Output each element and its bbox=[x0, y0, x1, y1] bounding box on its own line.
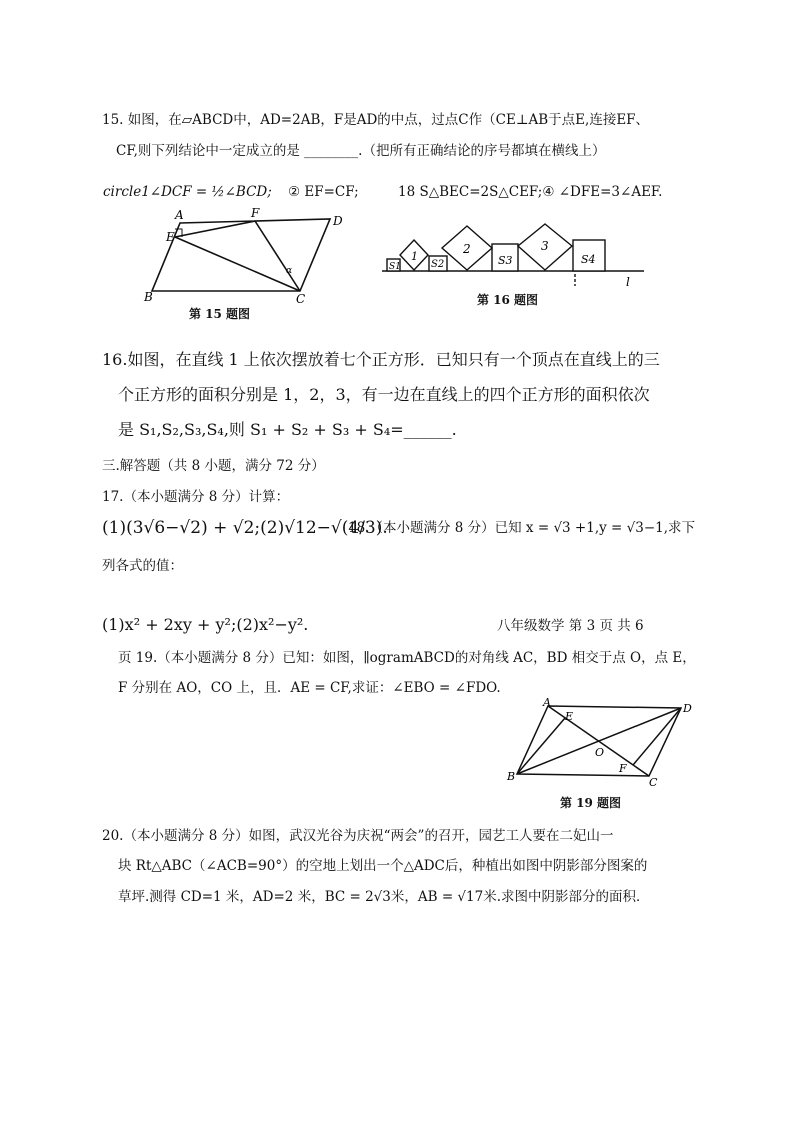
q17-expression: (1)(3√6−√2) + √2;(2)√12−√(4/3). bbox=[102, 518, 388, 538]
fig19-label-b: B bbox=[507, 770, 516, 783]
q20-line2: 块 Rt△ABC（∠ACB=90°）的空地上划出一个△ADC后，种植出如图中阴影部分图案的 bbox=[118, 858, 648, 874]
fig16-label-s1: S1 bbox=[389, 262, 401, 272]
fig19-label-a: A bbox=[543, 696, 551, 709]
q15-line2: CF,则下列结论中一定成立的是 ________.（把所有正确结论的序号都填在横线上） bbox=[116, 143, 606, 159]
fig19-label-d: D bbox=[683, 702, 692, 715]
fig15-parallelogram bbox=[152, 219, 330, 291]
page-footer: 八年级数学 第 3 页 共 6 bbox=[497, 618, 644, 634]
q15-option-3-4: 18 S△BEC=2S△CEF;④ ∠DFE=3∠AEF. bbox=[398, 184, 663, 200]
fig16-label-sq3: 3 bbox=[541, 239, 549, 253]
fig16-label-sq1: 1 bbox=[411, 250, 418, 263]
fig15-label-b: B bbox=[144, 290, 153, 304]
q20-line3: 草坪.测得 CD=1 米，AD=2 米，BC = 2√3米，AB = √17米.求图中阴影部分的面积． bbox=[118, 889, 650, 905]
q16-line2: 个正方形的面积分别是 1，2，3，有一边在直线上的四个正方形的面积依次 bbox=[118, 385, 650, 404]
fig19-line-be bbox=[517, 718, 565, 774]
figure-16 bbox=[382, 222, 652, 288]
fig19-line-df bbox=[633, 708, 681, 765]
fig15-label-angle: α bbox=[286, 266, 293, 276]
fig19-label-e: E bbox=[565, 710, 574, 723]
fig16-label-sq2: 2 bbox=[463, 242, 471, 256]
figure-19 bbox=[505, 696, 705, 790]
q15-option-1: circle1∠DCF = ½∠BCD; bbox=[103, 184, 272, 200]
q15-line1: 15. 如图，在▱ABCD中，AD=2AB，F是AD的中点，过点C作（CE⊥AB于点E,连接EF、 bbox=[102, 112, 650, 128]
q17-heading: 17.（本小题满分 8 分）计算： bbox=[102, 489, 290, 505]
fig15-label-e: E bbox=[166, 230, 175, 244]
figure-16-caption: 第 16 题图 bbox=[477, 293, 539, 307]
q19-line1: 页 19.（本小题满分 8 分）已知：如图，∥ogramABCD的对角线 AC，BD 相交于点 O，点 E， bbox=[118, 650, 696, 666]
figure-15 bbox=[140, 205, 350, 305]
figure-19-caption: 第 19 题图 bbox=[560, 796, 622, 810]
q20-line1: 20.（本小题满分 8 分）如图，武汉光谷为庆祝“两会”的召开，园艺工人要在二妃山一 bbox=[102, 828, 614, 844]
q15-option-2: ② EF=CF; bbox=[288, 184, 359, 200]
fig16-label-s2: S2 bbox=[431, 259, 445, 270]
fig16-label-s4: S4 bbox=[581, 253, 596, 266]
fig19-diagonal-bd bbox=[517, 708, 681, 774]
fig16-label-l: l bbox=[626, 275, 630, 289]
fig15-label-c: C bbox=[296, 292, 306, 306]
q16-line1: 16.如图，在直线 1 上依次摆放着七个正方形．已知只有一个顶点在直线上的三 bbox=[102, 350, 660, 369]
q19-line2: F 分别在 AO，CO 上，且．AE = CF,求证：∠EBO = ∠FDO. bbox=[118, 680, 501, 696]
fig19-label-f: F bbox=[619, 762, 627, 775]
fig19-label-c: C bbox=[649, 776, 658, 789]
fig16-label-s3: S3 bbox=[498, 254, 513, 267]
figure-15-caption: 第 15 题图 bbox=[189, 307, 251, 321]
section-3-heading: 三.解答题（共 8 小题，满分 72 分） bbox=[102, 458, 325, 474]
fig15-line-ec bbox=[175, 237, 300, 291]
fig15-label-d: D bbox=[333, 214, 343, 228]
q16-line3: 是 S₁,S₂,S₃,S₄,则 S₁ + S₂ + S₃ + S₄=______. bbox=[118, 420, 457, 439]
fig19-label-o: O bbox=[595, 746, 605, 759]
q18-heading: 18.（本小题满分 8 分）已知 x = √3 +1,y = √3−1,求下 bbox=[348, 520, 696, 536]
q18-line2: 列各式的值： bbox=[102, 558, 183, 574]
fig15-label-f: F bbox=[251, 206, 260, 220]
fig15-label-a: A bbox=[175, 208, 184, 222]
q18-expression: (1)x² + 2xy + y²;(2)x²−y². bbox=[102, 615, 309, 634]
